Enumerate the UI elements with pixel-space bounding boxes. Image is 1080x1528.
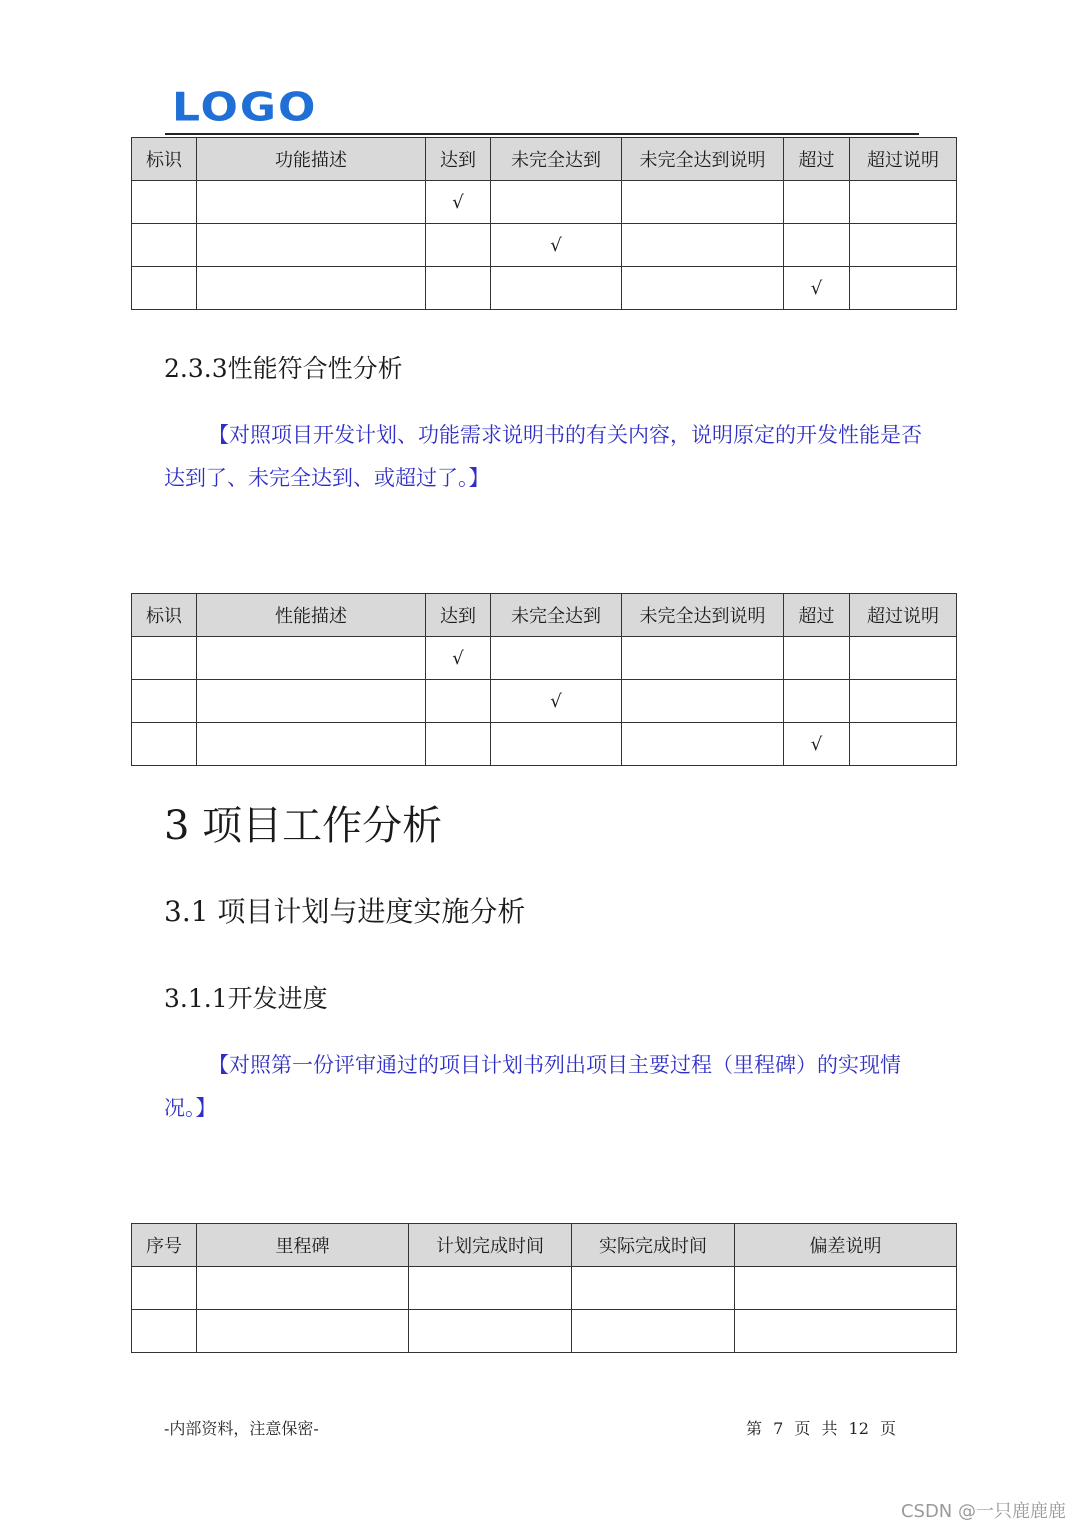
table-cell[interactable] [850, 637, 957, 680]
section-3-1-heading: 3.1 项目计划与进度实施分析 [164, 895, 526, 928]
table-cell[interactable] [491, 637, 622, 680]
table-cell[interactable] [197, 181, 426, 224]
check-mark-cell[interactable]: √ [491, 680, 622, 723]
table-cell[interactable] [132, 224, 197, 267]
table-cell[interactable] [491, 267, 622, 310]
check-mark-cell[interactable]: √ [784, 267, 850, 310]
header-milestone: 里程碑 [197, 1224, 409, 1267]
header-exceeded-note: 超过说明 [850, 138, 957, 181]
table-cell[interactable] [784, 680, 850, 723]
milestone-table [131, 1223, 957, 1353]
table-cell[interactable] [622, 680, 784, 723]
header-id: 标识 [132, 138, 197, 181]
csdn-watermark: CSDN @一只鹿鹿鹿 [900, 1501, 1066, 1522]
table-cell[interactable] [850, 680, 957, 723]
table-cell[interactable] [132, 181, 197, 224]
table-cell[interactable] [784, 637, 850, 680]
header-exceeded: 超过 [784, 594, 850, 637]
check-mark-cell[interactable]: √ [426, 181, 491, 224]
table-cell[interactable] [197, 267, 426, 310]
table-cell[interactable] [491, 723, 622, 766]
header-achieved: 达到 [426, 138, 491, 181]
table-cell[interactable] [850, 723, 957, 766]
table-cell[interactable] [622, 637, 784, 680]
table-row [132, 637, 957, 680]
table-cell[interactable] [622, 224, 784, 267]
header-performance-desc: 性能描述 [197, 594, 426, 637]
header-not-fully-achieved: 未完全达到 [491, 594, 622, 637]
section-2-3-3-note: 【对照项目开发计划、功能需求说明书的有关内容，说明原定的开发性能是否达到了、未完全达到、或超过了。】 [164, 423, 922, 490]
table-cell[interactable] [197, 723, 426, 766]
table-cell[interactable] [850, 267, 957, 310]
header-not-fully-achieved: 未完全达到 [491, 138, 622, 181]
table-row [132, 1310, 957, 1353]
header-seq: 序号 [132, 1224, 197, 1267]
table-cell[interactable] [132, 637, 197, 680]
table-row [132, 267, 957, 310]
table-cell[interactable] [426, 723, 491, 766]
header-actual-date: 实际完成时间 [572, 1224, 735, 1267]
footer-confidential: -内部资料，注意保密- [164, 1419, 319, 1438]
table-cell[interactable] [197, 1310, 409, 1353]
table-cell[interactable] [426, 224, 491, 267]
table-cell[interactable] [572, 1267, 735, 1310]
company-logo: LOGO [172, 84, 318, 131]
table-header-row [132, 138, 957, 181]
table-cell[interactable] [850, 224, 957, 267]
table-cell[interactable] [132, 723, 197, 766]
section-3-1-1-heading: 3.1.1开发进度 [164, 984, 328, 1013]
table-cell[interactable] [197, 224, 426, 267]
function-compliance-table [131, 137, 957, 310]
performance-compliance-table [131, 593, 957, 766]
table-cell[interactable] [850, 181, 957, 224]
header-divider [165, 133, 919, 135]
header-achieved: 达到 [426, 594, 491, 637]
table-row [132, 723, 957, 766]
header-planned-date: 计划完成时间 [409, 1224, 572, 1267]
table-cell[interactable] [784, 224, 850, 267]
table-cell[interactable] [735, 1310, 957, 1353]
check-mark-cell[interactable]: √ [491, 224, 622, 267]
table-cell[interactable] [197, 1267, 409, 1310]
table-cell[interactable] [622, 181, 784, 224]
section-2-3-3-heading: 2.3.3性能符合性分析 [164, 354, 403, 383]
chapter-3-heading: 3 项目工作分析 [164, 803, 443, 849]
table-row [132, 181, 957, 224]
table-cell[interactable] [622, 267, 784, 310]
table-header-row [132, 1224, 957, 1267]
footer-page-number: 第 7 页 共 12 页 [746, 1419, 896, 1438]
table-cell[interactable] [197, 637, 426, 680]
table-cell[interactable] [132, 1310, 197, 1353]
table-cell[interactable] [197, 680, 426, 723]
table-cell[interactable] [491, 181, 622, 224]
table-row [132, 224, 957, 267]
table-cell[interactable] [132, 1267, 197, 1310]
table-cell[interactable] [735, 1267, 957, 1310]
header-id: 标识 [132, 594, 197, 637]
table-header-row [132, 594, 957, 637]
table-cell[interactable] [409, 1310, 572, 1353]
section-3-1-1-note: 【对照第一份评审通过的项目计划书列出项目主要过程（里程碑）的实现情况。】 [164, 1053, 901, 1120]
table-row [132, 680, 957, 723]
header-deviation-note: 偏差说明 [735, 1224, 957, 1267]
header-function-desc: 功能描述 [197, 138, 426, 181]
check-mark-cell[interactable]: √ [426, 637, 491, 680]
table-cell[interactable] [132, 267, 197, 310]
header-exceeded: 超过 [784, 138, 850, 181]
header-not-fully-note: 未完全达到说明 [622, 594, 784, 637]
table-cell[interactable] [784, 181, 850, 224]
check-mark-cell[interactable]: √ [784, 723, 850, 766]
table-cell[interactable] [409, 1267, 572, 1310]
table-cell[interactable] [572, 1310, 735, 1353]
table-cell[interactable] [426, 267, 491, 310]
header-not-fully-note: 未完全达到说明 [622, 138, 784, 181]
table-cell[interactable] [426, 680, 491, 723]
table-cell[interactable] [132, 680, 197, 723]
table-row [132, 1267, 957, 1310]
table-cell[interactable] [622, 723, 784, 766]
header-exceeded-note: 超过说明 [850, 594, 957, 637]
